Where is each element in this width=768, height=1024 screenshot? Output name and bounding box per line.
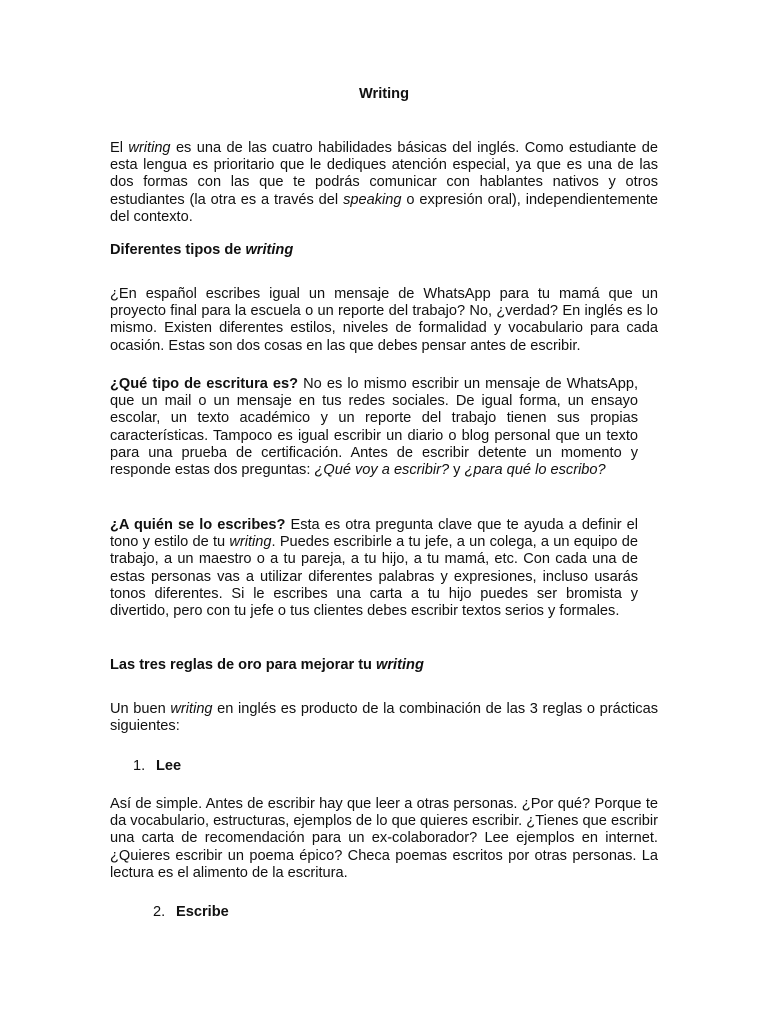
italic-term: speaking bbox=[343, 191, 402, 208]
paragraph-writing-type bbox=[110, 376, 638, 479]
text-span: El bbox=[110, 140, 129, 156]
heading-italic: writing bbox=[376, 657, 424, 673]
text-span: . Puedes escribirle a tu jefe, a un colega, a un equipo de trabajo, a un maestro o a tu pareja, a tu hijo, a tu mamá, etc. Con cada una de estas personas vas a utilizar diferentes palabras y expresiones, incluso usarás tonos diferentes. Si le escribes una carta a tu hijo puedes ser bromista y divertido, pero con tu jefe o tus clientes debes escribir textos serios y formales. bbox=[110, 534, 638, 620]
bold-question: ¿Qué tipo de escritura es? bbox=[110, 376, 299, 392]
list-label: Escribe bbox=[176, 904, 229, 920]
document-title: Writing bbox=[359, 86, 409, 102]
text-span: y bbox=[449, 462, 465, 479]
bold-question: ¿A quién se lo escribes? bbox=[110, 517, 286, 533]
list-item-read bbox=[133, 758, 181, 775]
italic-term: writing bbox=[229, 534, 272, 551]
italic-term: writing bbox=[170, 701, 213, 717]
paragraph-rules-intro bbox=[110, 701, 658, 735]
section-heading-types bbox=[110, 242, 293, 259]
list-number: 2. bbox=[153, 904, 166, 920]
paragraph-reading: Así de simple. Antes de escribir hay que leer a otras personas. ¿Por qué? Porque te da vocabulario, estructuras, ejemplos de lo que quieres escribir. ¿Tienes que escribir una carta de recomendación para un ex-colaborador? Lee ejemplos en internet. ¿Quieres escribir un poema épico? Checa poemas escritos por otras personas. La lectura es el alimento de la escritura. bbox=[110, 796, 658, 881]
section-heading-golden-rules bbox=[110, 657, 424, 674]
italic-term: writing bbox=[128, 140, 171, 156]
paragraph-spanish-comparison: ¿En español escribes igual un mensaje de WhatsApp para tu mamá que un proyecto final para la escuela o un reporte del trabajo? No, ¿verdad? En inglés es lo mismo. Existen diferentes estilos, niveles de formalidad y vocabulario para cada ocasión. Estas son dos cosas en las que debes pensar antes de escribir. bbox=[110, 286, 658, 354]
text-span: Esta es otra pregunta clave que te ayuda a definir el tono y estilo de tu bbox=[110, 517, 638, 551]
list-label: Lee bbox=[156, 758, 182, 774]
text-span: No es lo mismo escribir un mensaje de WhatsApp, que un mail o un mensaje en tus redes sociales. De igual forma, un ensayo escolar, un texto académico y un reporte del trabajo tienen sus propias características. Tampoco es igual escribir un diario o blog personal que un texto para una prueba de certificación. Antes de escribir detente un momento y responde estas dos preguntas: bbox=[110, 376, 638, 479]
heading-text: Diferentes tipos de bbox=[110, 242, 246, 258]
italic-question: ¿Qué voy a escribir? bbox=[314, 462, 450, 479]
list-number: 1. bbox=[133, 758, 146, 774]
intro-paragraph bbox=[110, 140, 658, 226]
list-item-write bbox=[153, 904, 229, 921]
paragraph-audience bbox=[110, 517, 638, 620]
text-span: es una de las cuatro habilidades básicas del inglés. Como estudiante de esta lengua es prioritario que le dediques atención especial, ya que es una de las dos formas con las que te podrás comunicar con hablantes nativos y otros estudiantes (la otra es a través del bbox=[110, 140, 658, 208]
text-span: en inglés es producto de la combinación de las 3 reglas o prácticas siguientes: bbox=[110, 701, 658, 735]
text-span: Un buen bbox=[110, 701, 171, 717]
heading-text: Las tres reglas de oro para mejorar tu bbox=[110, 657, 377, 673]
heading-italic: writing bbox=[245, 242, 294, 258]
italic-question: ¿para qué lo escribo? bbox=[464, 462, 606, 479]
text-span: o expresión oral), independientemente del contexto. bbox=[110, 191, 659, 225]
